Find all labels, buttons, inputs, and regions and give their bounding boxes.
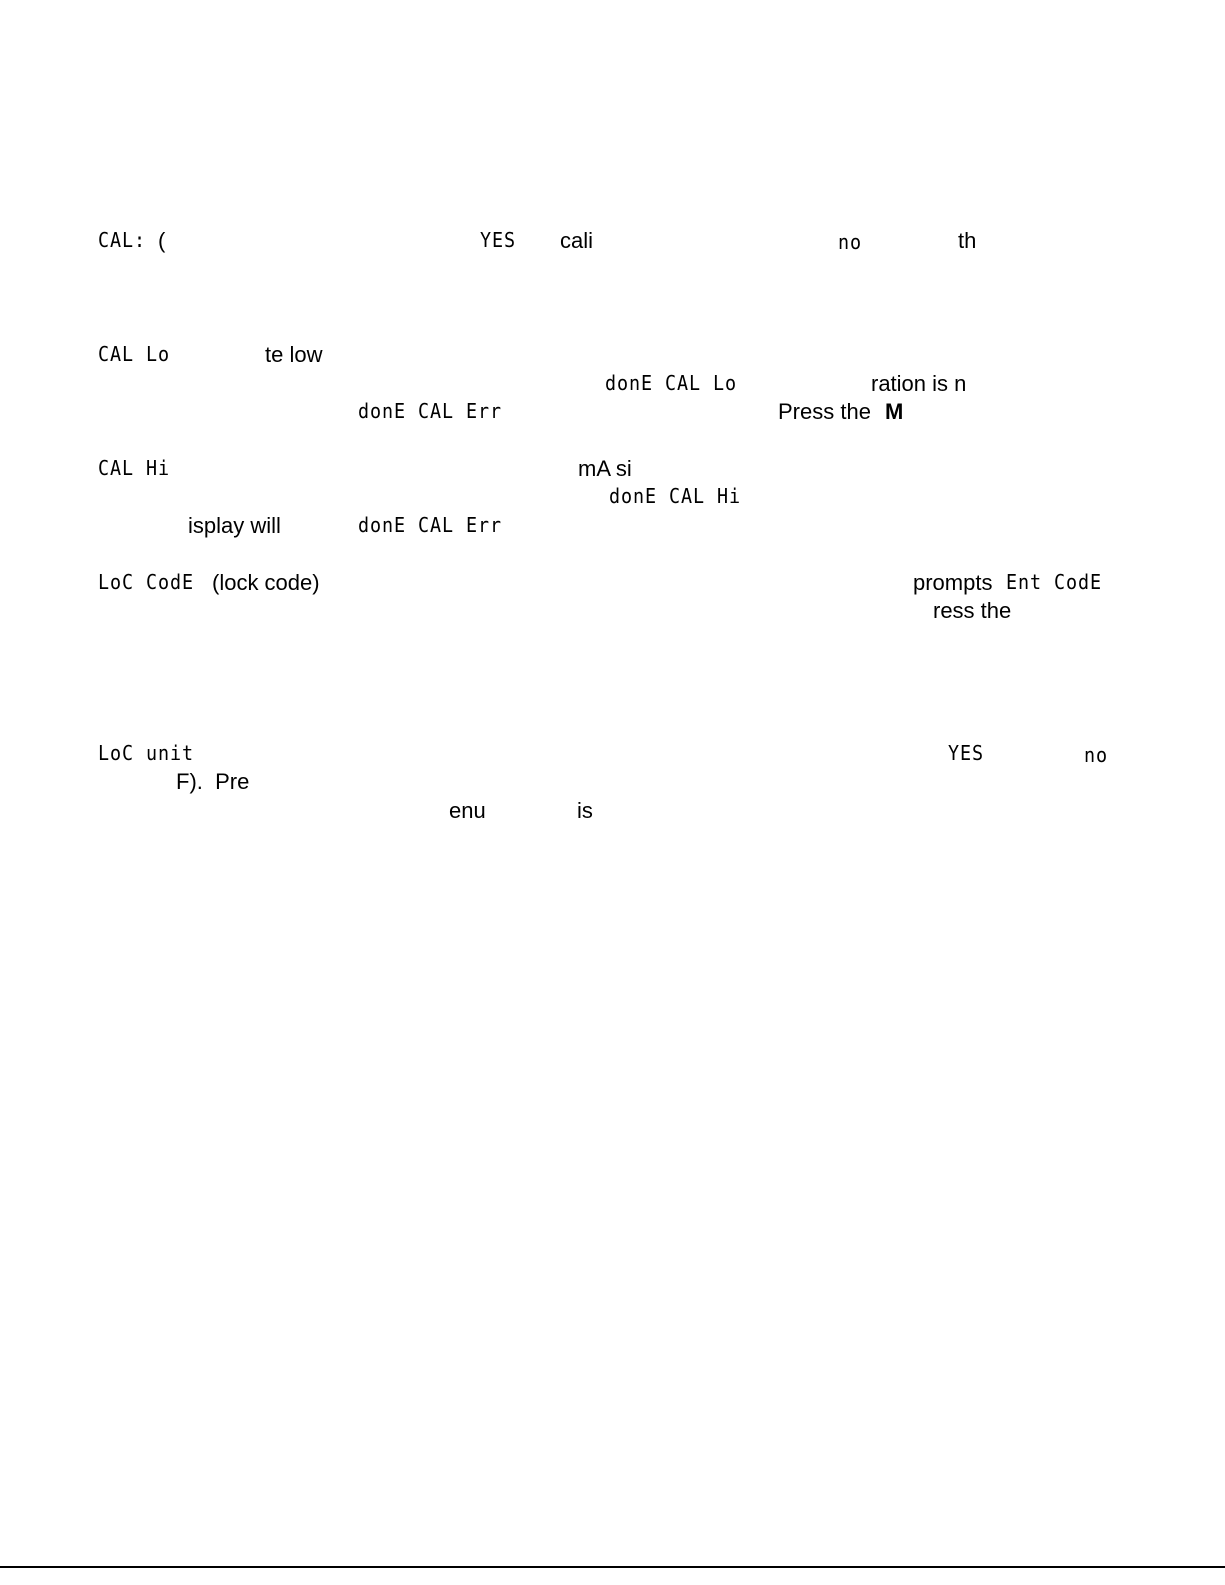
- display-code-cal: CAL:: [98, 228, 146, 252]
- body-text-ress-the: ress the: [933, 598, 1012, 623]
- body-text-m-bold: M: [885, 399, 904, 424]
- body-text-te-low: te low: [265, 342, 323, 367]
- display-code-cal-lo: CAL Lo: [98, 342, 170, 366]
- display-code-yes-2: YES: [948, 741, 984, 765]
- display-code-done-cal-err: donE CAL Err: [358, 399, 502, 423]
- body-text-press-the: Press the: [778, 399, 871, 424]
- display-code-loc-unit: LoC unit: [98, 741, 194, 765]
- body-text-prompts: prompts: [913, 570, 993, 595]
- display-code-loc-code: LoC CodE: [98, 570, 194, 594]
- body-text-cali: cali: [560, 228, 594, 253]
- body-text-is: is: [577, 798, 593, 823]
- body-text-enu: enu: [449, 798, 486, 823]
- body-text-isplay-will: isplay will: [188, 513, 281, 538]
- display-code-no: no: [838, 230, 863, 254]
- body-text-th: th: [958, 228, 977, 253]
- display-code-no-2: no: [1084, 743, 1109, 767]
- display-code-done-cal-hi: donE CAL Hi: [609, 484, 741, 508]
- display-code-yes: YES: [480, 228, 516, 252]
- bottom-rule: [0, 1566, 1225, 1568]
- body-text-lock-code: (lock code): [212, 570, 320, 595]
- body-text-f-pre: F). Pre: [176, 769, 250, 794]
- body-text-ration: ration is n: [871, 371, 967, 396]
- body-text-ma-si: mA si: [578, 456, 632, 481]
- display-code-done-cal-lo: donE CAL Lo: [605, 371, 737, 395]
- display-code-cal-hi: CAL Hi: [98, 456, 170, 480]
- display-code-ent-code: Ent CodE: [1006, 570, 1102, 594]
- display-code-done-cal-err-2: donE CAL Err: [358, 513, 502, 537]
- paren-text: (: [158, 228, 166, 253]
